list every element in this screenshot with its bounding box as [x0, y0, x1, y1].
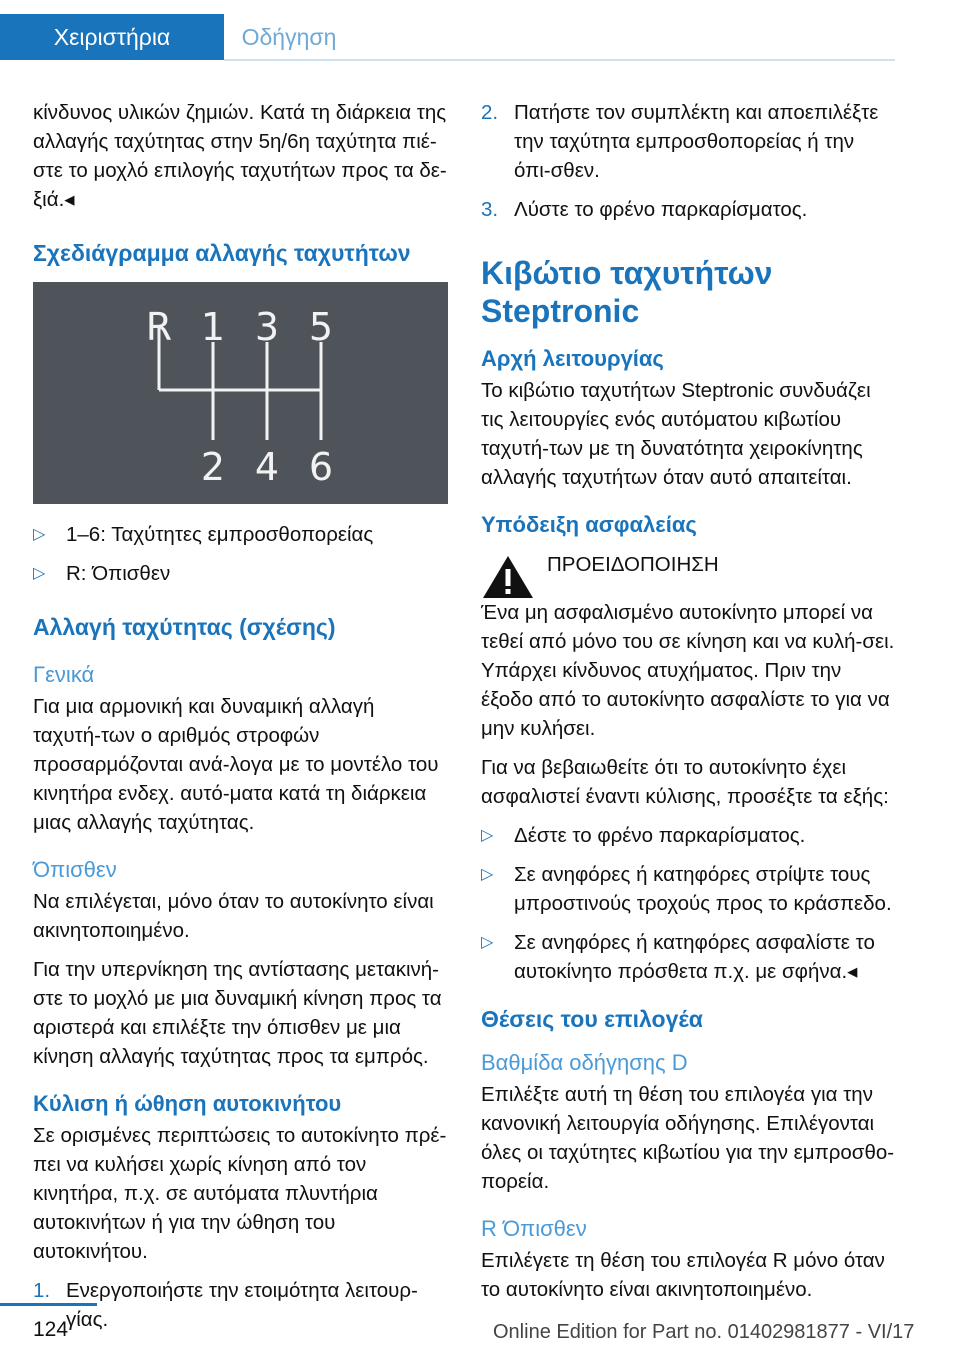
paragraph-rolling: Σε ορισμένες περιπτώσεις το αυτοκίνητο πρέ-πει να κυλήσει χωρίς κίνηση από τον κινητήρα, π.χ. σε αυτόματα πλυντήρια αυτοκινήτων ή για την ώθηση του αυτοκινήτου.: [33, 1124, 447, 1263]
gear-legend-list: [33, 520, 448, 588]
step-number: 3.: [481, 198, 499, 221]
gear-label-r: R: [145, 305, 173, 349]
tab-driving[interactable]: Οδήγηση: [241, 24, 337, 50]
heading-selector-positions: Θέσεις του επιλογέα: [481, 1006, 703, 1032]
paragraph-principle: Το κιβώτιο ταχυτήτων Steptronic συνδυάζει τις λειτουργίες ενός αυτόματου κιβωτίου ταχυτή-των με τη δυνατότητα χειροκίνητης αλλαγής ταχυτήτων όταν αυτό απαιτείται.: [481, 379, 871, 489]
list-item: ▷ R: Όπισθεν: [33, 559, 448, 588]
heading-gear-change: Αλλαγή ταχύτητας (σχέσης): [33, 614, 336, 640]
triangle-right-icon: ▷: [481, 866, 494, 883]
gear-label-1: 1: [200, 305, 226, 349]
gear-shift-diagram: [33, 282, 448, 504]
gear-label-3: 3: [254, 305, 280, 349]
heading-general: Γενικά: [33, 662, 95, 687]
heading-shift-diagram: Σχεδιάγραμμα αλλαγής ταχυτήτων: [33, 240, 411, 266]
list-item: 3. Λύστε το φρένο παρκαρίσματος.: [481, 195, 896, 224]
list-item: ▷ Δέστε το φρένο παρκαρίσματος.: [481, 821, 896, 850]
gear-label-2: 2: [200, 445, 226, 489]
paragraph-secure: Για να βεβαιωθείτε ότι το αυτοκίνητο έχει ασφαλιστεί έναντι κύλισης, προσέξτε τα εξής:: [481, 756, 889, 808]
list-item: ▷ 1–6: Ταχύτητες εμπροσθοπορείας: [33, 520, 448, 549]
list-item: ▷ Σε ανηφόρες ή κατηφόρες ασφαλίστε το αυτοκίνητο πρόσθετα π.χ. με σφήνα.◂: [481, 928, 896, 986]
paragraph-reverse-1: Να επιλέγεται, μόνο όταν το αυτοκίνητο είναι ακινητοποιημένο.: [33, 890, 434, 942]
heading-safety: Υπόδειξη ασφαλείας: [481, 512, 697, 537]
list-item: 1. Ενεργοποιήστε την ετοιμότητα λειτουρ-γίας.: [33, 1276, 448, 1334]
triangle-right-icon: ▷: [481, 934, 494, 951]
edition-note: Online Edition for Part no. 01402981877 - VI/17: [493, 1321, 915, 1343]
tab-controls[interactable]: Χειριστήρια: [0, 14, 224, 60]
gear-label-4: 4: [254, 445, 280, 489]
header-tabs: [0, 0, 895, 60]
gear-label-5: 5: [308, 305, 334, 349]
chapter-title: Κιβώτιο ταχυτήτων Steptronic: [481, 255, 773, 329]
steps-list-right: [481, 98, 896, 224]
triangle-right-icon: ▷: [33, 565, 46, 582]
warning-text: Ένα μη ασφαλισμένο αυτοκίνητο μπορεί να τεθεί από μόνο του σε κίνηση και να κυλή-σει. Υπάρχει κίνδυνος ατυχήματος. Πριν την έξοδο από το αυτοκίνητο ασφαλίστε το για να μην κυλήσει.: [481, 601, 895, 740]
right-column: [481, 98, 896, 1314]
paragraph-r: Επιλέγετε τη θέση του επιλογέα R μόνο όταν το αυτοκίνητο είναι ακινητοποιημένο.: [481, 1249, 885, 1301]
heading-r-reverse: R Όπισθεν: [481, 1216, 587, 1241]
list-item: ▷ Σε ανηφόρες ή κατηφόρες στρίψτε τους μπροστινούς τροχούς προς το κράσπεδο.: [481, 860, 896, 918]
heading-drive-d: Βαθμίδα οδήγησης D: [481, 1050, 688, 1075]
list-item: 2. Πατήστε τον συμπλέκτη και αποεπιλέξτε την ταχύτητα εμπροσθοπορείας ή την όπι-σθεν.: [481, 98, 896, 185]
step-number: 2.: [481, 101, 499, 124]
secure-steps-list: [481, 821, 896, 986]
warning-triangle-icon: [481, 554, 535, 600]
paragraph-general: Για μια αρμονική και δυναμική αλλαγή ταχυτή-των ο αριθμός στροφών προσαρμόζονται ανά-λογα με το μοντέλο του κινητήρα ενδεχ. αυτό-ματα κατά τη διάρκεια μιας αλλαγής ταχύτητας.: [33, 695, 439, 834]
gear-label-6: 6: [308, 445, 334, 489]
paragraph-continued: κίνδυνος υλικών ζημιών. Κατά τη διάρκεια της αλλαγής ταχύτητας στην 5η/6η ταχύτητα πιέ-στε το μοχλό επιλογής ταχυτήτων προς τα δε-ξιά.◂: [33, 101, 447, 211]
gear-pattern-graphic: [33, 282, 448, 504]
triangle-right-icon: ▷: [481, 827, 494, 844]
tab-divider: [224, 59, 895, 61]
footer-accent-line: [0, 1303, 97, 1306]
paragraph-drive: Επιλέξτε αυτή τη θέση του επιλογέα για την κανονική λειτουργία οδήγησης. Επιλέγονται όλες οι ταχύτητες κιβωτίου για την εμπροσθο-πορεία.: [481, 1083, 895, 1193]
warning-block: [481, 550, 896, 600]
heading-principle: Αρχή λειτουργίας: [481, 346, 664, 371]
step-number: 1.: [33, 1279, 51, 1302]
triangle-right-icon: ▷: [33, 526, 46, 543]
page-number: 124: [33, 1318, 69, 1341]
heading-rolling: Κύλιση ή ώθηση αυτοκινήτου: [33, 1091, 342, 1116]
warning-title: ΠΡΟΕΙΔΟΠΟΙΗΣΗ: [547, 553, 719, 576]
heading-reverse: Όπισθεν: [33, 857, 117, 882]
paragraph-reverse-2: Για την υπερνίκηση της αντίστασης μετακινή-στε το μοχλό με μια δυναμική κίνηση προς τα αριστερά και επιλέξτε την όπισθεν με μια κίνηση αλλαγής ταχύτητας προς τα εμπρός.: [33, 958, 442, 1068]
left-column: [33, 98, 448, 1344]
